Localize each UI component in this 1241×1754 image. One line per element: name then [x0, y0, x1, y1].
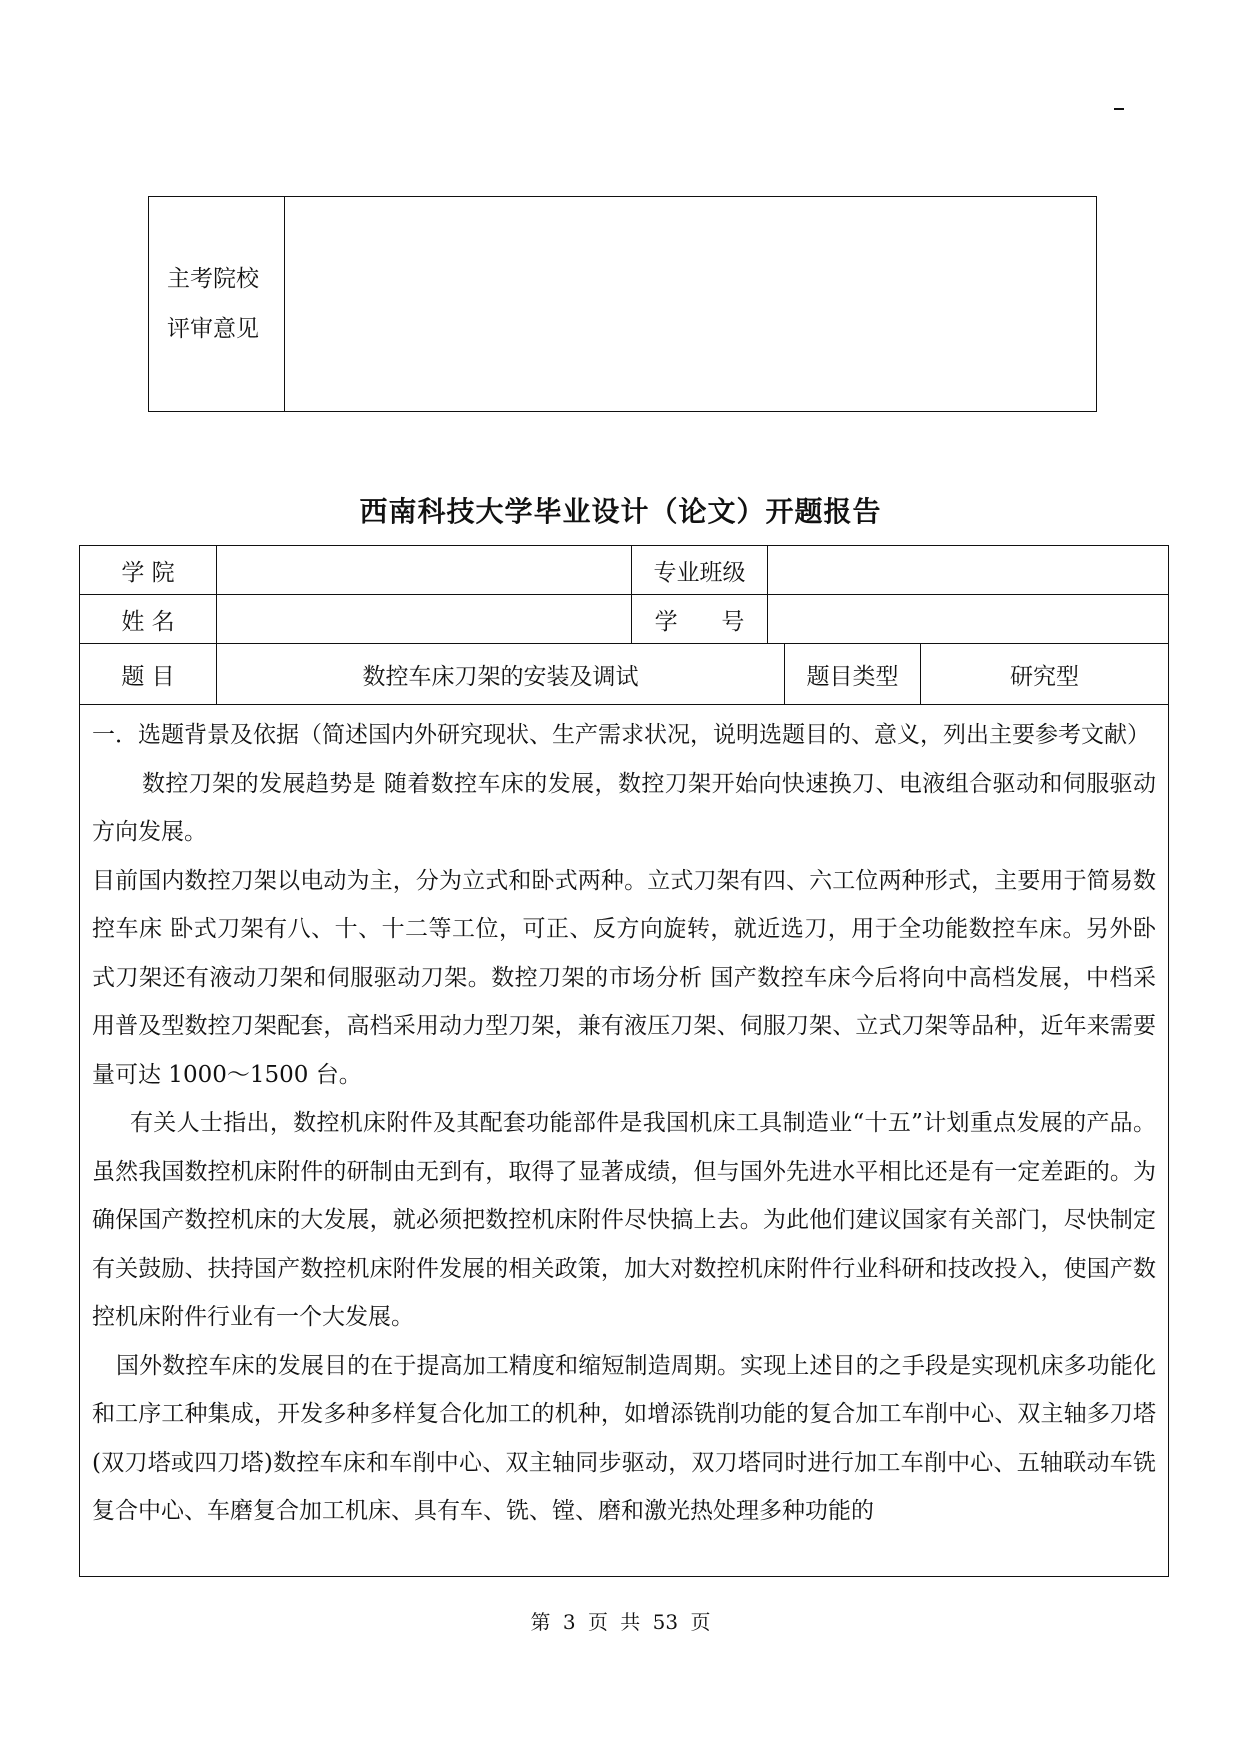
review-label-line1: 主考院校	[167, 266, 259, 292]
section-heading: 一．选题背景及依据（简述国内外研究现状、生产需求状况，说明选题目的、意义，列出主要参考文献）	[92, 722, 1150, 748]
label-college: 学 院	[80, 546, 217, 594]
value-college[interactable]	[217, 546, 632, 594]
page-number-footer: 第 3 页 共 53 页	[530, 1610, 711, 1634]
paragraph: 目前国内数控刀架以电动为主，分为立式和卧式两种。立式刀架有四、六工位两种形式，主要用于简易数控车床 卧式刀架有八、十、十二等工位，可正、反方向旋转，就近选刀，用于全功能数控车床。另外卧式刀架还有液动刀架和伺服驱动刀架。数控刀架的市场分析 国产数控车床今后将向中高档发展，中档采用普及型数控刀架配套，高档采用动力型刀架，兼有液压刀架、伺服刀架、立式刀架等品种，近年来需要量可达 1000～1500 台。	[92, 867, 1156, 1088]
value-student-id[interactable]	[768, 595, 1168, 643]
label-topic-type: 题目类型	[785, 644, 921, 704]
table-row	[80, 644, 1168, 705]
value-class[interactable]	[768, 546, 1168, 594]
label-student-id: 学 号	[632, 595, 768, 643]
paragraph: 数控刀架的发展趋势是 随着数控车床的发展，数控刀架开始向快速换刀、电液组合驱动和伺服驱动方向发展。	[92, 770, 1156, 845]
paragraph: 国外数控车床的发展目的在于提高加工精度和缩短制造周期。实现上述目的之手段是实现机床多功能化和工序工种集成，开发多种多样复合化加工的机种，如增添铣削功能的复合加工车削中心、双主轴多刀塔(双刀塔或四刀塔)数控车床和车削中心、双主轴同步驱动，双刀塔同时进行加工车削中心、五轴联动车铣复合中心、车磨复合加工机床、具有车、铣、镗、磨和激光热处理多种功能的	[92, 1352, 1156, 1524]
report-table	[79, 545, 1169, 1577]
review-body-cell[interactable]	[285, 197, 1096, 411]
label-topic: 题 目	[80, 644, 217, 704]
paragraph: 有关人士指出，数控机床附件及其配套功能部件是我国机床工具制造业“十五”计划重点发展的产品。虽然我国数控机床附件的研制由无到有，取得了显著成绩，但与国外先进水平相比还是有一定差距的。为确保国产数控机床的大发展，就必须把数控机床附件尽快搞上去。为此他们建议国家有关部门，尽快制定有关鼓励、扶持国产数控机床附件发展的相关政策，加大对数控机床附件行业科研和技改投入，使国产数控机床附件行业有一个大发展。	[92, 1110, 1156, 1330]
label-name: 姓 名	[80, 595, 217, 643]
table-row	[80, 595, 1168, 644]
review-label-line2: 评审意见	[167, 316, 259, 342]
review-label-cell	[149, 197, 285, 411]
corner-dash-mark	[1114, 108, 1124, 110]
value-topic: 数控车床刀架的安装及调试	[217, 644, 785, 704]
label-class: 专业班级	[632, 546, 768, 594]
value-topic-type: 研究型	[1010, 663, 1079, 690]
page-title: 西南科技大学毕业设计（论文）开题报告	[359, 495, 882, 528]
table-row	[80, 546, 1168, 595]
report-content	[80, 705, 1168, 1576]
review-opinion-table	[148, 196, 1097, 412]
value-name[interactable]	[217, 595, 632, 643]
